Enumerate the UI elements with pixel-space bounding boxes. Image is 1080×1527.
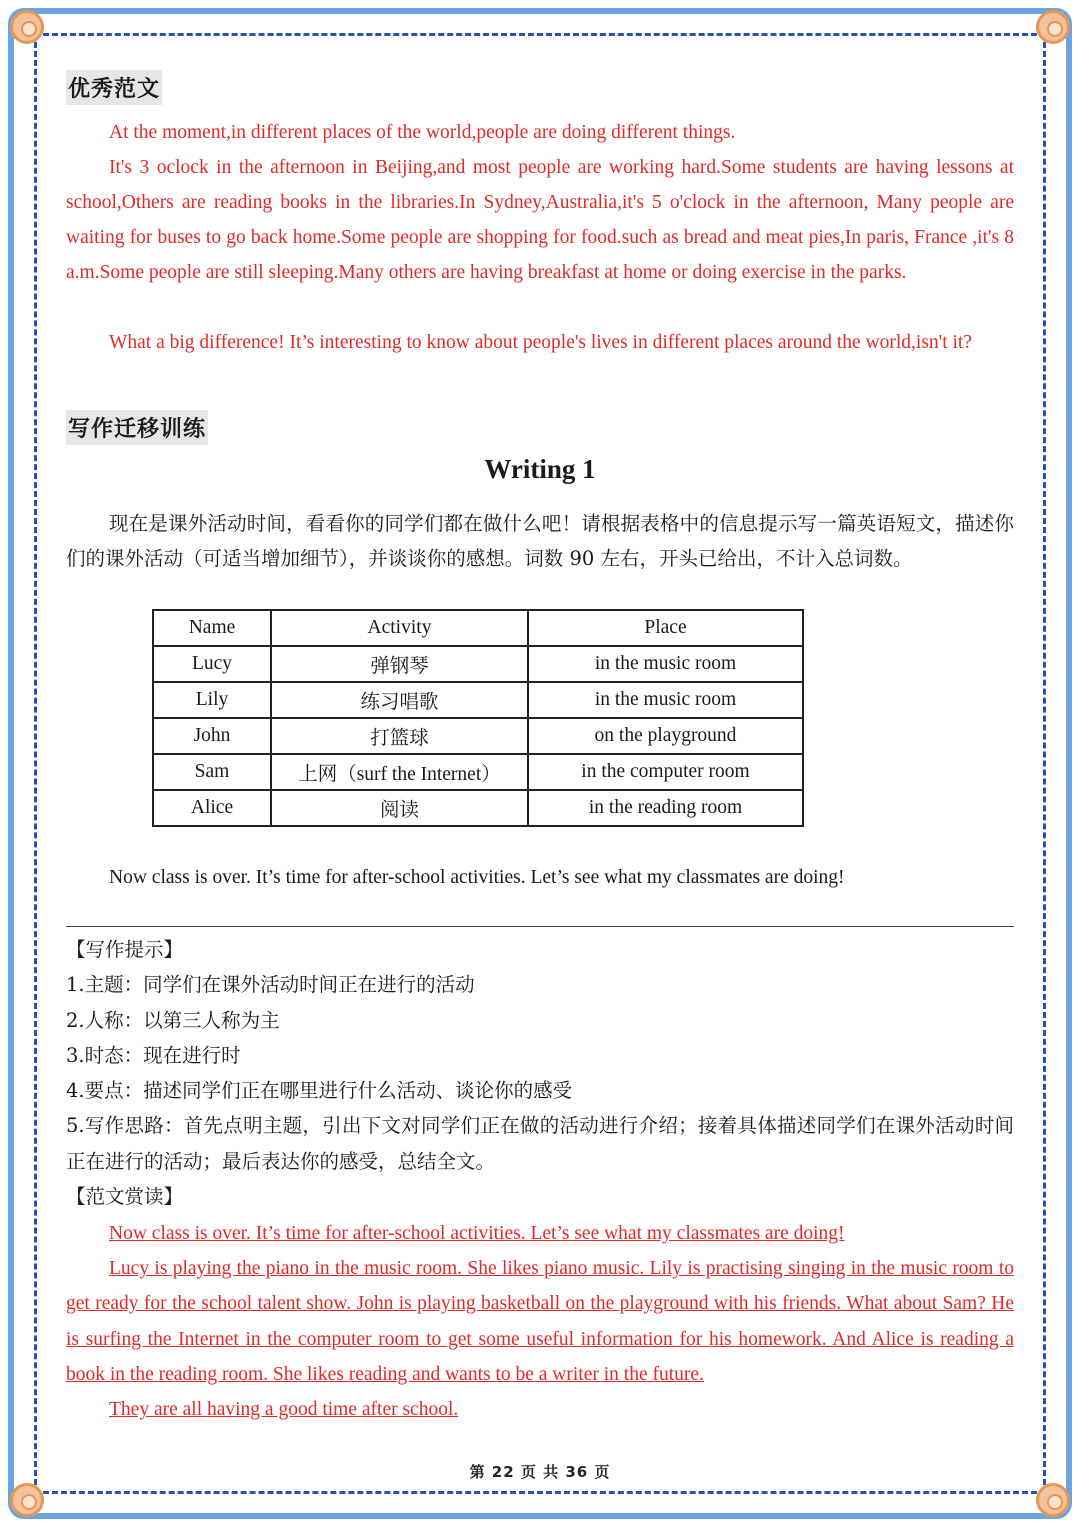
corner-ornament-icon <box>1036 10 1070 44</box>
table-cell: 上网（surf the Internet） <box>271 754 528 790</box>
tips-heading: 【写作提示】 <box>66 938 184 961</box>
section-heading-model-essay: 优秀范文 <box>66 70 162 105</box>
answer-line <box>66 926 1014 927</box>
table-cell: in the reading room <box>528 790 803 826</box>
header-cell: Place <box>528 610 803 646</box>
tip-item: 1.主题：同学们在课外活动时间正在进行的活动 <box>66 973 475 997</box>
model-essay-paragraph-3: What a big difference! It’s interesting to know about people's lives in different places around the world,isn't it? <box>109 332 972 353</box>
table-row <box>153 646 803 682</box>
table-cell: Lucy <box>153 646 271 682</box>
header-cell: Activity <box>271 610 528 646</box>
sample-essay <box>66 1216 1014 1427</box>
table-cell: 阅读 <box>271 790 528 826</box>
table-cell: 打篮球 <box>271 718 528 754</box>
table-cell: in the music room <box>528 682 803 718</box>
table-cell: Sam <box>153 754 271 790</box>
page-number: 第 22 页 共 36 页 <box>469 1463 611 1481</box>
sample-essay-paragraph-2: Lucy is playing the piano in the music room. She likes piano music. Lily is practising singing in the music room to get ready for the school talent show. John is playing basketball on the playground with his friends. What about Sam? He is surfing the Internet in the computer room to get some useful information for his homework. And Alice is reading a book in the reading room. She likes reading and wants to be a writer in the future. <box>66 1258 1014 1385</box>
table-cell: on the playground <box>528 718 803 754</box>
sample-essay-paragraph-3: They are all having a good time after school. <box>109 1399 459 1421</box>
sample-heading: 【范文赏读】 <box>66 1185 184 1209</box>
table-row <box>153 718 803 754</box>
model-essay-paragraph-1: At the moment,in different places of the world,people are doing different things. <box>109 122 736 143</box>
corner-ornament-icon <box>10 10 44 44</box>
tip-item: 4.要点：描述同学们正在哪里进行什么活动、谈论你的感受 <box>66 1079 573 1103</box>
corner-ornament-icon <box>10 1483 44 1517</box>
table-cell: in the music room <box>528 646 803 682</box>
table-row <box>153 682 803 718</box>
writing-instructions: 现在是课外活动时间，看看你的同学们都在做什么吧！请根据表格中的信息提示写一篇英语短文，描述你们的课外活动（可适当增加细节），并谈谈你的感想。词数 90 左右，开头已给出，不计入总词数。 <box>66 512 1014 570</box>
activity-table <box>152 609 804 827</box>
table-cell: Lily <box>153 682 271 718</box>
essay-opening-line: Now class is over. It’s time for after-school activities. Let’s see what my classmates are doing! <box>109 867 845 888</box>
table-cell: 练习唱歌 <box>271 682 528 718</box>
corner-ornament-icon <box>1036 1483 1070 1517</box>
sample-essay-paragraph-1: Now class is over. It’s time for after-school activities. Let’s see what my classmates are doing! <box>109 1223 845 1244</box>
tip-item: 3.时态：现在进行时 <box>66 1043 241 1067</box>
model-essay-paragraph-2: It's 3 oclock in the afternoon in Beijing,and most people are working hard.Some students are having lessons at school,Others are reading books in the libraries.In Sydney,Australia,it's 5 o'clock in the afternoon, Many people are waiting for buses to go back home.Some people are shopping for food.such as bread and meat pies,In paris, France ,it's 8 a.m.Some people are still sleeping.Many others are having breakfast at home or doing exercise in the parks. <box>66 157 1014 283</box>
table-cell: in the computer room <box>528 754 803 790</box>
header-cell: Name <box>153 610 271 646</box>
table-cell: 弹钢琴 <box>271 646 528 682</box>
table-header-row <box>153 610 803 646</box>
section-heading-writing-practice: 写作迁移训练 <box>66 410 208 445</box>
writing-title: Writing 1 <box>484 454 596 484</box>
table-cell: John <box>153 718 271 754</box>
table-row <box>153 790 803 826</box>
table-cell: Alice <box>153 790 271 826</box>
tip-item: 2.人称：以第三人称为主 <box>66 1008 280 1032</box>
writing-tips <box>66 932 1014 1214</box>
table-row <box>153 754 803 790</box>
tip-item: 5.写作思路：首先点明主题，引出下文对同学们正在做的活动进行介绍；接着具体描述同学们在课外活动时间正在进行的活动；最后表达你的感受，总结全文。 <box>66 1114 1014 1173</box>
